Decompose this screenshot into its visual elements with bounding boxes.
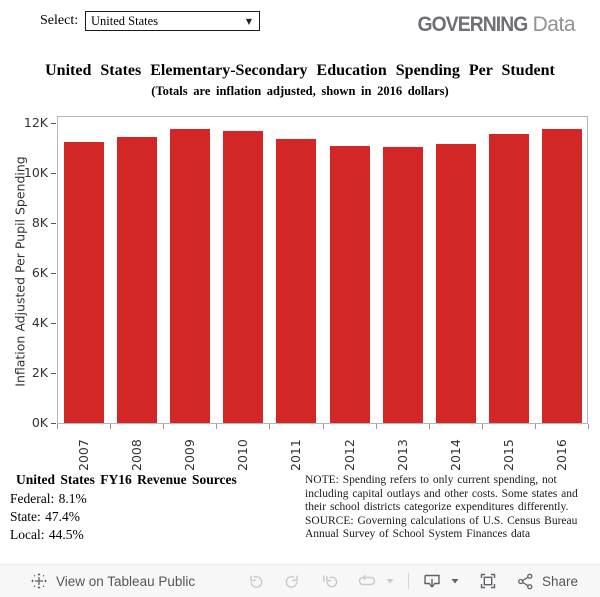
y-tick-mark bbox=[51, 173, 56, 174]
share-button[interactable] bbox=[516, 572, 578, 591]
bar-2009[interactable] bbox=[170, 129, 210, 423]
y-tick-label: 10K bbox=[23, 165, 48, 180]
note-line: Annual Survey of School System Finances data bbox=[305, 528, 531, 540]
y-tick-label: 0K bbox=[31, 415, 48, 430]
refresh-caret-icon[interactable] bbox=[385, 576, 395, 586]
note-block bbox=[305, 474, 585, 542]
y-tick-mark bbox=[51, 423, 56, 424]
revert-icon[interactable] bbox=[320, 572, 339, 591]
x-tick-label-2015: 2015 bbox=[501, 439, 517, 471]
governing-data-logo bbox=[408, 13, 575, 37]
note-line: NOTE: Spending refers to only current spending, not bbox=[305, 474, 557, 486]
x-tick-label-2013: 2013 bbox=[394, 439, 410, 471]
tableau-toolbar bbox=[0, 564, 600, 597]
tableau-logo-icon bbox=[30, 572, 48, 590]
revenue-sources-title: United States FY16 Revenue Sources bbox=[16, 472, 237, 487]
x-tick-mark bbox=[216, 424, 217, 429]
y-tick-label: 12K bbox=[23, 115, 48, 130]
bar-2016[interactable] bbox=[542, 129, 582, 423]
note-line: including capital outlays and other costs. Some states and bbox=[305, 487, 578, 500]
x-tick-mark bbox=[269, 424, 270, 429]
y-tick-mark bbox=[51, 273, 56, 274]
state-select-dropdown[interactable] bbox=[85, 11, 260, 31]
x-tick-label-2007: 2007 bbox=[75, 439, 91, 471]
toolbar-separator bbox=[408, 573, 409, 589]
view-on-tableau-public-label: View on Tableau Public bbox=[56, 573, 196, 589]
y-axis-title: Inflation Adjusted Per Pupil Spending bbox=[12, 156, 28, 387]
bar-2008[interactable] bbox=[117, 137, 157, 423]
share-label: Share bbox=[541, 573, 578, 589]
dropdown-selected-value: United States bbox=[91, 13, 159, 28]
bar-2013[interactable] bbox=[383, 147, 423, 423]
x-tick-mark bbox=[535, 424, 536, 429]
brand-bold-text: GOVERNING bbox=[417, 13, 528, 36]
x-tick-mark bbox=[429, 424, 430, 429]
x-tick-mark bbox=[163, 424, 164, 429]
bar-2007[interactable] bbox=[64, 142, 104, 423]
bar-chart bbox=[0, 105, 600, 470]
brand-light-text: Data bbox=[532, 13, 575, 36]
chevron-down-icon: ▼ bbox=[245, 16, 252, 26]
download-icon[interactable] bbox=[422, 571, 442, 591]
redo-icon[interactable] bbox=[283, 572, 302, 591]
x-tick-label-2012: 2012 bbox=[341, 439, 357, 471]
y-tick-label: 6K bbox=[31, 265, 48, 280]
x-tick-label-2009: 2009 bbox=[181, 439, 197, 471]
note-line: their school districts categorize expenditures differently. bbox=[305, 501, 569, 513]
x-tick-mark bbox=[482, 424, 483, 429]
page-subtitle: (Totals are inflation adjusted, shown in 2016 dollars) bbox=[151, 84, 449, 98]
x-tick-label-2011: 2011 bbox=[288, 439, 304, 471]
bar-2012[interactable] bbox=[330, 146, 370, 423]
bar-2011[interactable] bbox=[276, 139, 316, 423]
fullscreen-icon[interactable] bbox=[478, 571, 498, 591]
x-tick-mark bbox=[57, 424, 58, 429]
y-tick-mark bbox=[51, 223, 56, 224]
download-caret-icon[interactable] bbox=[450, 576, 460, 586]
revenue-federal: Federal: 8.1% bbox=[10, 491, 87, 506]
x-tick-label-2010: 2010 bbox=[235, 439, 251, 471]
page-title: United States Elementary-Secondary Education Spending Per Student bbox=[45, 62, 555, 79]
select-label: Select: bbox=[40, 13, 79, 28]
share-icon bbox=[516, 572, 535, 591]
revenue-state: State: 47.4% bbox=[10, 509, 80, 524]
x-tick-mark bbox=[323, 424, 324, 429]
x-tick-mark bbox=[588, 424, 589, 429]
revenue-local: Local: 44.5% bbox=[10, 527, 84, 542]
view-on-tableau-public-button[interactable] bbox=[30, 572, 195, 590]
x-tick-label-2014: 2014 bbox=[447, 439, 463, 471]
x-tick-mark bbox=[110, 424, 111, 429]
y-tick-mark bbox=[51, 123, 56, 124]
revenue-sources-block bbox=[10, 472, 300, 544]
y-tick-label: 4K bbox=[31, 315, 48, 330]
x-tick-mark bbox=[376, 424, 377, 429]
y-tick-mark bbox=[51, 373, 56, 374]
x-tick-label-2008: 2008 bbox=[128, 439, 144, 471]
x-tick-label-2016: 2016 bbox=[554, 439, 570, 471]
bar-2015[interactable] bbox=[489, 134, 529, 423]
bar-2010[interactable] bbox=[223, 131, 263, 423]
y-tick-mark bbox=[51, 323, 56, 324]
refresh-icon[interactable] bbox=[357, 571, 377, 591]
y-tick-label: 2K bbox=[31, 365, 48, 380]
undo-icon[interactable] bbox=[246, 572, 265, 591]
y-tick-label: 8K bbox=[31, 215, 48, 230]
bar-2014[interactable] bbox=[436, 144, 476, 423]
note-line: SOURCE: Governing calculations of U.S. Census Bureau bbox=[305, 514, 578, 527]
